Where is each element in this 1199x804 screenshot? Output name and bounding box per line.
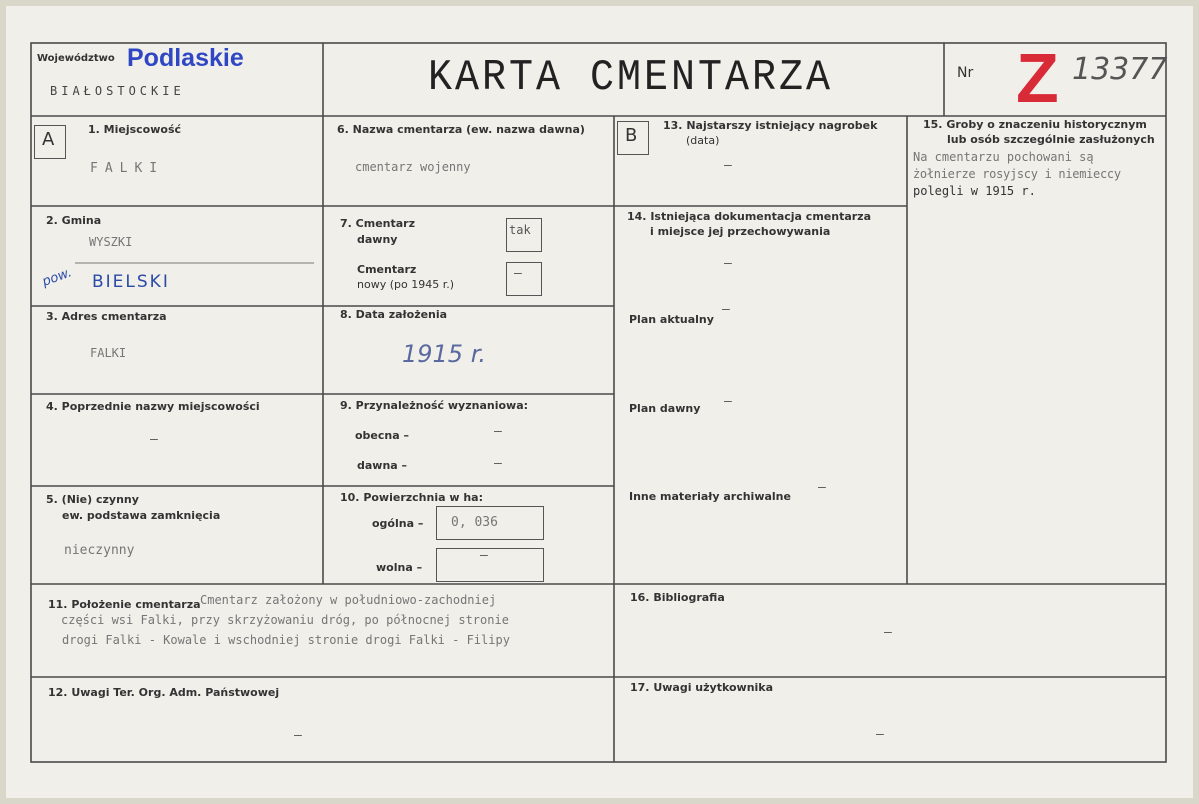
f12-label: 12. Uwagi Ter. Org. Adm. Państwowej	[48, 686, 280, 699]
f11-label: 11. Położenie cmentarza	[48, 598, 201, 611]
f10-free-value: –	[480, 548, 488, 563]
f9-current-value: –	[494, 424, 502, 439]
section-a-letter: A	[42, 129, 55, 150]
f10-free-box	[436, 548, 544, 582]
f14-plan-old-label: Plan dawny	[629, 402, 701, 415]
f15-label-2: lub osób szczególnie zasłużonych	[947, 133, 1155, 146]
card-title: KARTA CMENTARZA	[428, 53, 834, 104]
nr-value: 13377	[1072, 52, 1168, 87]
f11-line1: Cmentarz założony w południowo-zachodniej	[200, 593, 497, 607]
wojewodztwo-typed: BIAŁOSTOCKIE	[50, 84, 185, 98]
f6-value: cmentarz wojenny	[355, 160, 471, 174]
f9-former-value: –	[494, 456, 502, 471]
f13-value: –	[724, 158, 732, 173]
f11-line2: części wsi Falki, przy skrzyżowaniu dróg, po północnej stronie	[61, 613, 509, 627]
f2-pow-value: BIELSKI	[92, 272, 170, 292]
f5-value: nieczynny	[64, 543, 135, 558]
f7-label-old-2: dawny	[357, 233, 398, 246]
f4-label: 4. Poprzednie nazwy miejscowości	[46, 400, 260, 413]
f7-label-new-2: nowy (po 1945 r.)	[357, 278, 454, 291]
f3-value: FALKI	[90, 346, 127, 360]
f13-label-2: (data)	[686, 134, 720, 147]
f14-plan-old-value: –	[724, 394, 732, 409]
f4-value: –	[150, 432, 158, 447]
f14-label-2: i miejsce jej przechowywania	[650, 225, 831, 238]
f6-label: 6. Nazwa cmentarza (ew. nazwa dawna)	[337, 123, 585, 136]
f9-label: 9. Przynależność wyznaniowa:	[340, 399, 529, 412]
f7-new-box	[506, 262, 542, 296]
f10-total-value: 0, 036	[451, 515, 498, 530]
f2-value: WYSZKI	[89, 235, 133, 249]
f15-line1: Na cmentarzu pochowani są	[913, 150, 1094, 164]
f10-total-label: ogólna –	[372, 517, 424, 530]
f17-label: 17. Uwagi użytkownika	[630, 681, 774, 694]
f3-label: 3. Adres cmentarza	[46, 310, 167, 323]
f11-line3: drogi Falki - Kowale i wschodniej stronie drogi Falki - Filipy	[62, 633, 510, 647]
f14-label: 14. Istniejąca dokumentacja cmentarza	[627, 210, 872, 223]
f14-value: –	[724, 256, 732, 271]
wojewodztwo-stamp: Podlaskie	[127, 44, 244, 72]
nr-letter: Z	[1016, 39, 1059, 117]
f7-label-new: Cmentarz	[357, 263, 417, 276]
f15-line2: żołnierze rosyjscy i niemieccy	[913, 167, 1121, 181]
f16-label: 16. Bibliografia	[630, 591, 725, 604]
f15-label: 15. Groby o znaczeniu historycznym	[923, 118, 1147, 131]
f1-value: FALKI	[90, 161, 165, 176]
f16-value: –	[884, 625, 892, 640]
nr-label: Nr	[957, 65, 974, 81]
f10-free-label: wolna –	[376, 561, 423, 574]
f9-former-label: dawna –	[357, 459, 408, 472]
f7-new-value: –	[514, 266, 522, 281]
f14-plan-current-label: Plan aktualny	[629, 313, 714, 326]
f2-pow-label: pow.	[40, 265, 74, 290]
f17-value: –	[876, 727, 884, 742]
section-b-letter: B	[625, 125, 638, 146]
f8-value: 1915 r.	[402, 340, 486, 368]
f14-other-label: Inne materiały archiwalne	[629, 490, 791, 503]
f5-label: 5. (Nie) czynny	[46, 493, 139, 506]
f2-label: 2. Gmina	[46, 214, 102, 227]
f10-label: 10. Powierzchnia w ha:	[340, 491, 484, 504]
f14-plan-current-value: –	[722, 302, 730, 317]
f8-label: 8. Data założenia	[340, 308, 448, 321]
f7-old-value: tak	[509, 223, 531, 237]
f12-value: –	[294, 728, 302, 743]
f15-line3: polegli w 1915 r.	[913, 184, 1036, 198]
f13-label: 13. Najstarszy istniejący nagrobek	[663, 119, 878, 132]
f9-current-label: obecna –	[355, 429, 409, 442]
f14-other-value: –	[818, 480, 826, 495]
f5-label-2: ew. podstawa zamknięcia	[62, 509, 221, 522]
f7-label-old: 7. Cmentarz	[340, 217, 415, 230]
wojewodztwo-label: Województwo	[37, 53, 115, 64]
f1-label: 1. Miejscowość	[88, 123, 182, 136]
